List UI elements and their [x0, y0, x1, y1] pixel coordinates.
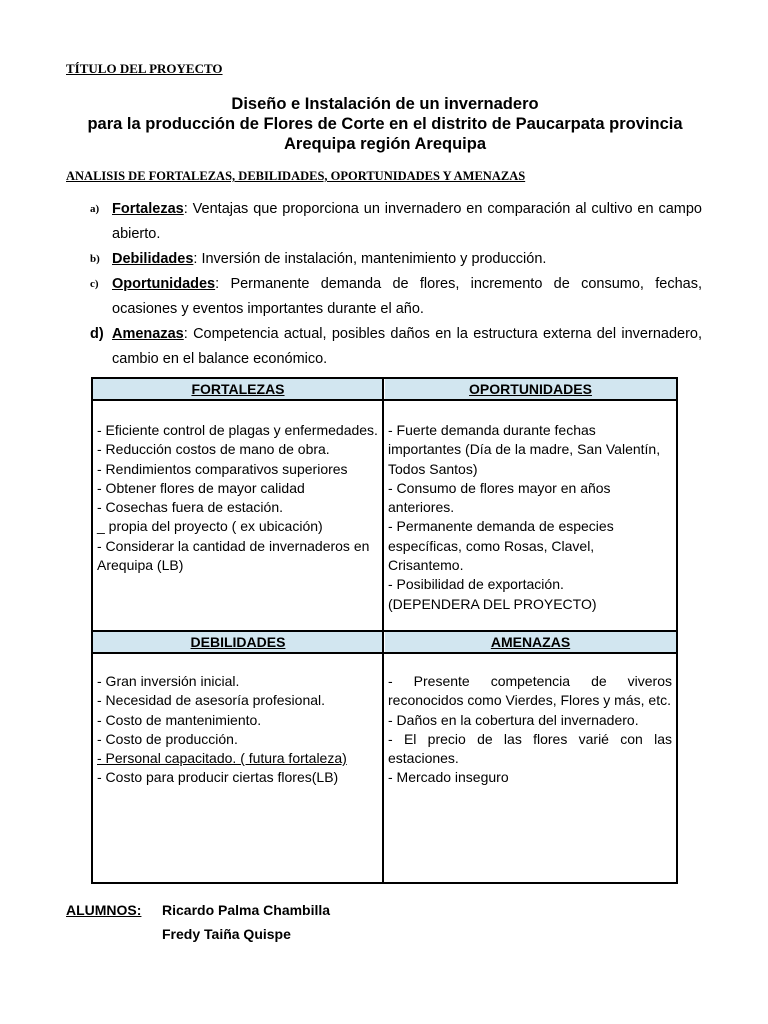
cell-line: - Rendimientos comparativos superiores — [97, 460, 348, 477]
cell-line: - Reducción costos de mano de obra. — [97, 441, 330, 458]
cell-line: - Considerar la cantidad de invernaderos en Arequipa (LB) — [97, 537, 370, 574]
header-oportunidades: OPORTUNIDADES — [385, 379, 676, 399]
swot-table — [91, 377, 678, 884]
definition-debilidades: : Inversión de instalación, mantenimiento y producción. — [193, 251, 547, 267]
cell-line: - Presente competencia de viveros reconocidos como Vierdes, Flores y más, etc. — [388, 673, 672, 709]
cell-line: - Permanente demanda de especies específicas, como Rosas, Clavel, Crisantemo. — [388, 518, 614, 574]
cell-line: - Posibilidad de exportación. — [388, 576, 564, 593]
definition-fortalezas: : Ventajas que proporciona un invernadero en comparación al cultivo en campo abierto. — [112, 201, 702, 242]
student-name: Ricardo Palma Chambilla — [162, 902, 331, 918]
definition-oportunidades: : Permanente demanda de flores, incremento de consumo, fechas, ocasiones y eventos importantes durante el año. — [112, 276, 702, 317]
cell-line: - Cosechas fuera de estación. — [97, 499, 283, 516]
project-title — [60, 94, 710, 154]
term-amenazas: Amenazas — [112, 326, 184, 342]
list-marker: b) — [90, 253, 100, 265]
header-fortalezas: FORTALEZAS — [93, 379, 383, 399]
cell-amenazas — [384, 672, 676, 788]
cell-line: - Costo de mantenimiento. — [97, 711, 262, 728]
cell-oportunidades — [384, 421, 676, 614]
student-name: Fredy Taiña Quispe — [162, 926, 291, 942]
row-divider — [93, 652, 676, 654]
row-divider — [93, 399, 676, 401]
header-debilidades: DEBILIDADES — [93, 632, 383, 652]
cell-line: - Eficiente control de plagas y enfermedades. — [97, 422, 378, 438]
analysis-heading: ANALISIS DE FORTALEZAS, DEBILIDADES, OPORTUNIDADES Y AMENAZAS — [66, 169, 526, 183]
cell-line: - El precio de las flores varié con las estaciones. — [388, 730, 672, 767]
cell-line: - Mercado inseguro — [388, 769, 509, 786]
cell-line: - Fuerte demanda durante fechas importantes (Día de la madre, San Valentín, Todos Santos) — [388, 422, 661, 477]
cell-line: (DEPENDERA DEL PROYECTO) — [388, 595, 597, 612]
list-item-fortalezas — [90, 197, 702, 247]
list-marker: a) — [90, 203, 100, 215]
term-fortalezas: Fortalezas — [112, 201, 184, 217]
definition-amenazas: : Competencia actual, posibles daños en la estructura externa del invernadero, cambio en el balance económico. — [112, 326, 702, 367]
cell-debilidades — [93, 672, 382, 788]
students-label: ALUMNOS: — [66, 902, 142, 918]
cell-line: _ propia del proyecto ( ex ubicación) — [97, 518, 323, 535]
cell-line: - Daños en la cobertura del invernadero. — [388, 711, 639, 728]
list-marker: c) — [90, 278, 99, 290]
row-divider — [93, 630, 676, 632]
list-item-amenazas — [90, 322, 702, 372]
cell-fortalezas — [93, 421, 382, 575]
cell-line: - Costo para producir ciertas flores(LB) — [97, 769, 339, 786]
header-amenazas: AMENAZAS — [385, 632, 676, 652]
term-debilidades: Debilidades — [112, 251, 194, 267]
cell-line: - Costo de producción. — [97, 730, 238, 747]
title-line-1: Diseño e Instalación de un invernadero — [231, 95, 539, 113]
cell-line-underlined: - Personal capacitado. ( futura fortaleza) — [97, 750, 347, 767]
cell-line: - Gran inversión inicial. — [97, 673, 240, 689]
list-item-debilidades — [90, 247, 702, 272]
title-line-3: Arequipa región Arequipa — [284, 135, 486, 153]
title-line-2: para la producción de Flores de Corte en el distrito de Paucarpata provincia — [87, 115, 683, 133]
list-item-oportunidades — [90, 272, 702, 322]
cell-line: - Necesidad de asesoría profesional. — [97, 692, 326, 709]
cell-line: - Obtener flores de mayor calidad — [97, 479, 305, 496]
project-heading: TÍTULO DEL PROYECTO — [66, 61, 223, 76]
cell-line: - Consumo de flores mayor en años anteriores. — [388, 479, 611, 516]
list-marker: d) — [90, 326, 104, 342]
term-oportunidades: Oportunidades — [112, 276, 216, 292]
